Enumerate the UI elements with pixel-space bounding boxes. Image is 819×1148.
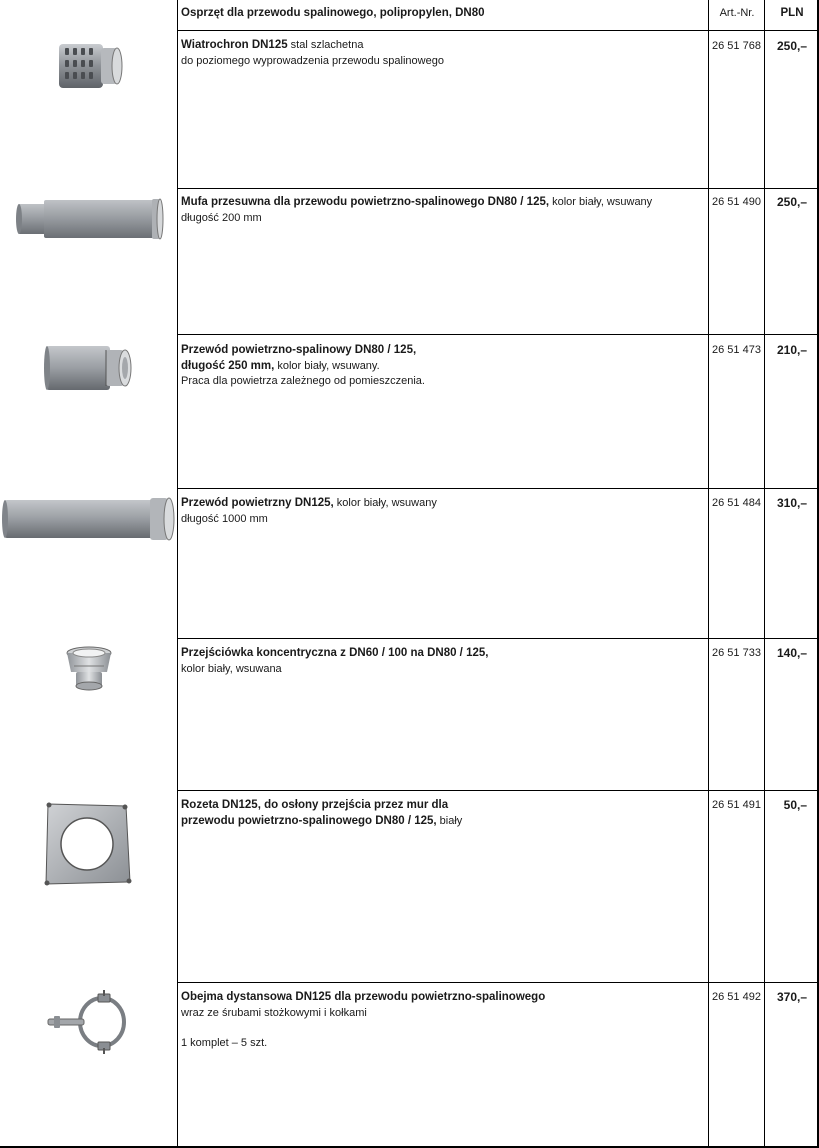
column-rule-price <box>764 0 765 1148</box>
section-title: Osprzęt dla przewodu spalinowego, polipropylen, DN80 <box>181 7 485 19</box>
product-description <box>181 798 701 829</box>
price: 370,– <box>776 990 807 1004</box>
product-detail <box>181 359 701 375</box>
product-description <box>181 195 701 226</box>
header-rule <box>177 30 819 31</box>
sliding-sleeve-image <box>14 196 164 242</box>
wind-guard-image <box>55 38 125 94</box>
price: 250,– <box>776 39 807 53</box>
row-rule <box>177 488 819 489</box>
art-number: 26 51 484 <box>712 497 761 509</box>
adapter-image <box>62 644 116 696</box>
product-detail: kolor biały, wsuwana <box>181 662 282 675</box>
row-rule <box>177 790 819 791</box>
product-name-suffix: kolor biały, wsuwany <box>333 497 437 509</box>
product-detail <box>181 814 701 830</box>
product-name: Przewód powietrzny DN125, <box>181 497 334 509</box>
product-name-suffix: stal szlachetna <box>287 39 364 51</box>
product-description <box>181 38 701 69</box>
product-detail-bold: przewodu powietrzno-spalinowego DN80 / 125, <box>181 814 437 827</box>
product-description <box>181 646 701 677</box>
product-name: Rozeta DN125, do osłony przejścia przez mur dla <box>181 799 449 811</box>
product-description <box>181 496 701 527</box>
product-name-suffix: kolor biały, wsuwany <box>549 196 653 208</box>
product-name: Obejma dystansowa DN125 dla przewodu powietrzno-spalinowego <box>181 991 546 1003</box>
art-number: 26 51 492 <box>712 991 761 1003</box>
row-rule <box>177 188 819 189</box>
price: 310,– <box>776 496 807 510</box>
art-number: 26 51 491 <box>712 799 761 811</box>
product-detail: do poziomego wyprowadzenia przewodu spalinowego <box>181 54 444 67</box>
art-number-header: Art.-Nr. <box>719 7 755 19</box>
product-detail-text: kolor biały, wsuwany. <box>274 359 380 372</box>
product-detail-note: Praca dla powietrza zależnego od pomieszczenia. <box>181 375 425 387</box>
art-number: 26 51 473 <box>712 344 761 356</box>
rosette-image <box>40 796 132 890</box>
price: 250,– <box>776 195 807 209</box>
clamp-image <box>46 990 138 1056</box>
art-number: 26 51 733 <box>712 647 761 659</box>
product-name: Wiatrochron DN125 <box>181 39 288 51</box>
product-detail: długość 200 mm <box>181 211 262 224</box>
price-header: PLN <box>780 7 804 19</box>
row-rule <box>177 638 819 639</box>
column-rule-description <box>177 0 178 1148</box>
column-rule-art <box>708 0 709 1148</box>
concentric-pipe-image <box>42 342 134 394</box>
product-name: Przewód powietrzno-spalinowy DN80 / 125, <box>181 344 417 356</box>
product-description <box>181 990 701 1052</box>
art-number: 26 51 490 <box>712 196 761 208</box>
row-rule <box>177 334 819 335</box>
art-number: 26 51 768 <box>712 40 761 52</box>
product-detail: wraz ze śrubami stożkowymi i kołkami <box>181 1006 367 1019</box>
product-name: Mufa przesuwna dla przewodu powietrzno-spalinowego DN80 / 125, <box>181 196 550 208</box>
air-pipe-image <box>0 494 176 544</box>
row-rule <box>177 982 819 983</box>
price: 210,– <box>776 343 807 357</box>
price: 140,– <box>776 646 807 660</box>
product-detail: długość 1000 mm <box>181 512 268 525</box>
price: 50,– <box>783 798 807 812</box>
product-name: Przejściówka koncentryczna z DN60 / 100 na DN80 / 125, <box>181 647 489 659</box>
product-length: długość 250 mm, <box>181 359 275 372</box>
product-detail-text: biały <box>436 814 463 827</box>
product-description <box>181 343 701 390</box>
product-package-note: 1 komplet – 5 szt. <box>181 1037 268 1049</box>
